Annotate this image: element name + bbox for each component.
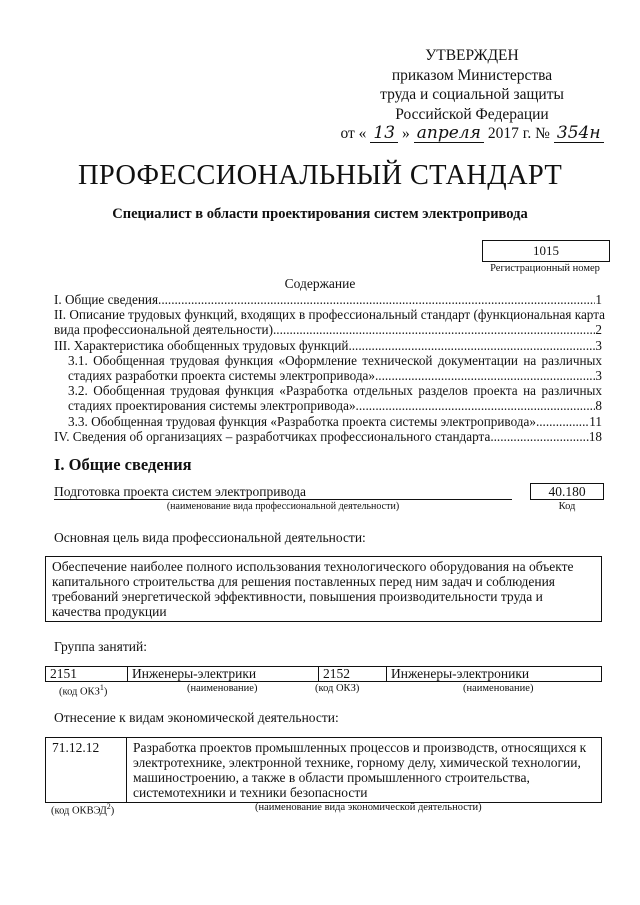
toc-item[interactable]: IV. Сведения об организациях – разработчиках профессионального стандарта ..... 18	[54, 429, 602, 444]
goal-label: Основная цель вида профессиональной деятельности:	[54, 530, 366, 545]
okz-code-cell: 2151	[46, 667, 128, 682]
activity-code-label: Код	[558, 501, 576, 512]
okved-code-cell: 71.12.12	[46, 738, 127, 803]
order-number-handwritten: 354н	[554, 124, 604, 143]
activity-caption: (наименование вида профессиональной деятельности)	[166, 501, 400, 512]
approval-block	[342, 46, 602, 144]
toc-item[interactable]: III. Характеристика обобщенных трудовых функций ..... 3	[54, 338, 602, 353]
okz-name-cell: Инженеры-электроники	[387, 667, 602, 682]
okved-name-caption: (наименование вида экономической деятельности)	[255, 802, 482, 813]
okz-table	[45, 666, 602, 682]
okz-name-caption: (наименование)	[187, 683, 258, 694]
table-row	[46, 667, 602, 682]
okz-code-cell: 2152	[319, 667, 387, 682]
section-heading: I. Общие сведения	[54, 455, 192, 474]
date-year: 2017 г. №	[487, 125, 550, 142]
date-month-handwritten: апреля	[414, 124, 484, 143]
table-row	[46, 738, 602, 803]
toc-item[interactable]: стадиях проектирования системы электропривода» ..... 8	[68, 398, 602, 413]
okz-name-caption: (наименование)	[463, 683, 534, 694]
toc-item[interactable]: I. Общие сведения ..... 1	[54, 292, 602, 307]
activity-name: Подготовка проекта систем электропривода	[54, 484, 512, 500]
date-prefix: от «	[340, 125, 367, 142]
toc-item-line[interactable]: II. Описание трудовых функций, входящих в профессиональный стандарт (функциональная карта	[54, 307, 605, 323]
approval-line-4: Российской Федерации	[395, 105, 549, 123]
okz-code-caption: (код ОКЗ)	[315, 683, 360, 694]
okved-label: Отнесение к видам экономической деятельности:	[54, 710, 339, 725]
approval-line-3: труда и социальной защиты	[380, 86, 564, 103]
approval-date-line	[342, 124, 602, 144]
registration-number-box: 1015	[482, 240, 610, 262]
toc-item-line[interactable]: 3.2. Обобщенная трудовая функция «Разработка отдельных разделов проекта на различных	[68, 383, 602, 399]
toc-item[interactable]: 3.3. Обобщенная трудовая функция «Разработка проекта системы электропривода» ..... 11	[68, 414, 602, 429]
table-of-contents	[54, 292, 605, 444]
group-label: Группа занятий:	[54, 639, 147, 654]
toc-item-line[interactable]: 3.1. Обобщенная трудовая функция «Оформление технической документации на различных	[68, 352, 602, 368]
activity-code-box: 40.180	[530, 483, 604, 500]
approval-line-2: приказом Министерства	[391, 66, 553, 84]
registration-number-label: Регистрационный номер	[490, 263, 600, 274]
document-subtitle: Специалист в области проектирования систем электропривода	[112, 206, 528, 222]
document-title: ПРОФЕССИОНАЛЬНЫЙ СТАНДАРТ	[77, 160, 563, 191]
toc-item[interactable]: вида профессиональной деятельности) ..... 2	[54, 322, 602, 337]
toc-item[interactable]: стадиях разработки проекта системы электропривода» ..... 3	[68, 368, 602, 383]
okz-code-caption: (код ОКЗ$^1$)	[59, 683, 108, 698]
date-mid: »	[402, 125, 410, 142]
okz-name-cell: Инженеры-электрики	[128, 667, 319, 682]
date-day-handwritten: 13	[370, 124, 398, 143]
toc-title: Содержание	[284, 276, 356, 291]
okved-name-cell: Разработка проектов промышленных процессов и производств, относящихся к электротехнике, электронной технике, горному делу, химической технологии, машиностроению, а также в области промышленного строительства, системотехники и техники безопасности	[127, 738, 602, 803]
goal-text-box: Обеспечение наиболее полного использования технологического оборудования на объекте капитального строительства для решения поставленных перед ним задач и соблюдения требований энергетической эффективности, повышения производительности труда и качества продукции	[45, 556, 602, 622]
okved-table	[45, 737, 602, 803]
okved-code-caption: (код ОКВЭД$^2$)	[51, 802, 115, 817]
approval-line-1: УТВЕРЖДЕН	[425, 47, 519, 64]
